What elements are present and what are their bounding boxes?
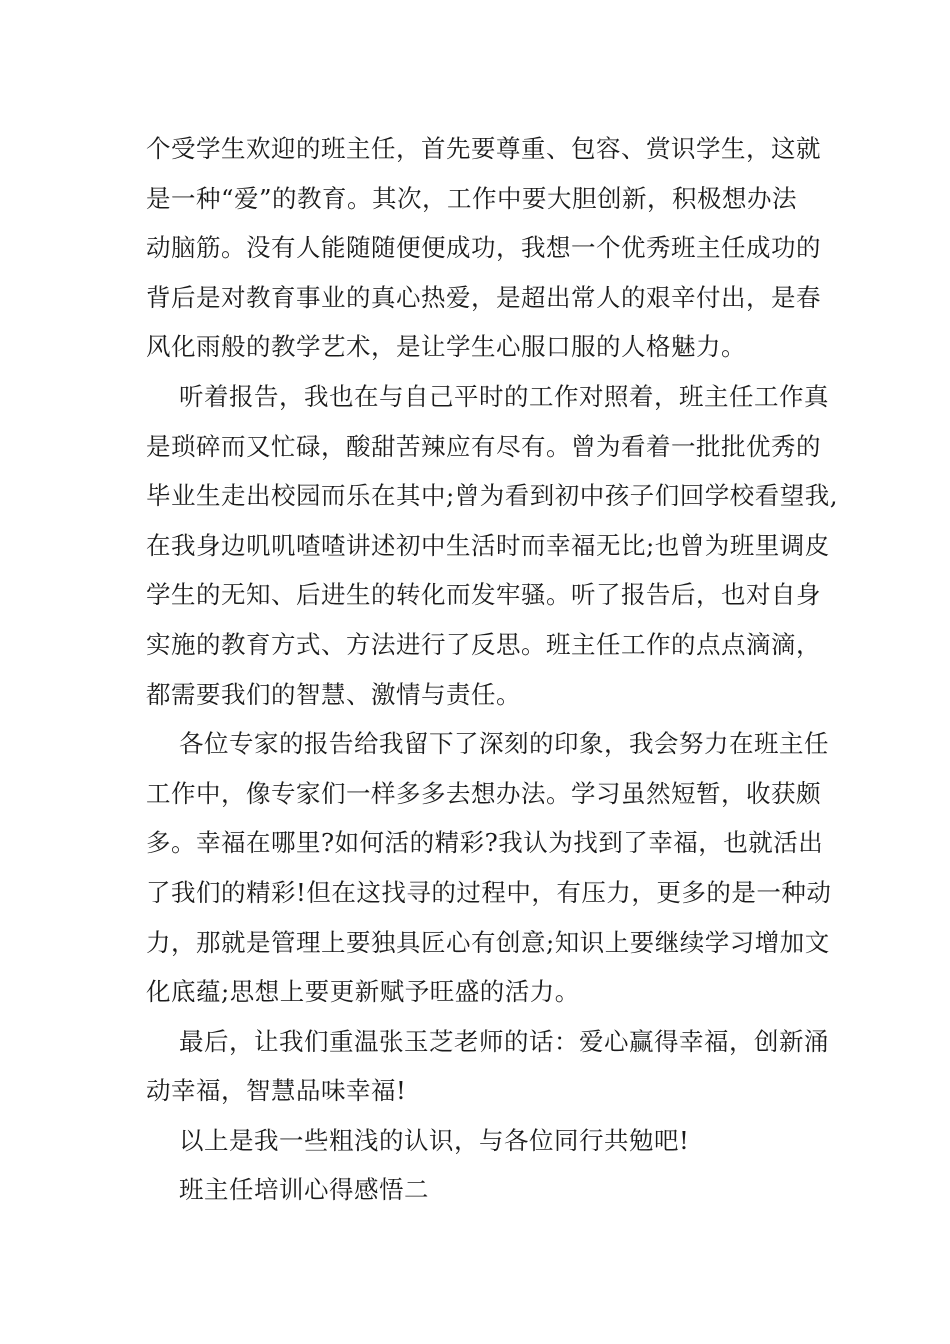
text-line: 工作中，像专家们一样多多去想办法。学习虽然短暂，收获颇 (146, 778, 821, 808)
text-line: 毕业生走出校园而乐在其中;曾为看到初中孩子们回学校看望我, (146, 481, 839, 511)
text-line: 班主任培训心得感悟二 (179, 1175, 429, 1205)
text-line: 听着报告，我也在与自己平时的工作对照着，班主任工作真 (179, 381, 829, 411)
text-line: 实施的教育方式、方法进行了反思。班主任工作的点点滴滴， (146, 629, 821, 659)
text-line: 各位专家的报告给我留下了深刻的印象，我会努力在班主任 (179, 729, 829, 759)
text-line: 都需要我们的智慧、激情与责任。 (146, 679, 521, 709)
document-body (146, 124, 839, 1215)
text-line: 以上是我一些粗浅的认识，与各位同行共勉吧! (179, 1125, 690, 1155)
text-line: 力，那就是管理上要独具匠心有创意;知识上要继续学习增加文 (146, 927, 830, 957)
text-line: 是琐碎而又忙碌，酸甜苦辣应有尽有。曾为看着一批批优秀的 (146, 431, 821, 461)
text-line: 是一种“爱”的教育。其次，工作中要大胆创新，积极想办法 (146, 183, 798, 213)
text-line: 学生的无知、后进生的转化而发牢骚。听了报告后，也对自身 (146, 580, 821, 610)
text-line: 个受学生欢迎的班主任，首先要尊重、包容、赏识学生，这就 (146, 134, 821, 163)
text-line: 多。幸福在哪里?如何活的精彩?我认为找到了幸福，也就活出 (146, 828, 824, 858)
text-line: 化底蕴;思想上要更新赋予旺盛的活力。 (146, 977, 580, 1007)
text-line: 最后，让我们重温张玉芝老师的话：爱心赢得幸福，创新涌 (179, 1026, 829, 1056)
text-line: 动脑筋。没有人能随随便便成功，我想一个优秀班主任成功的 (146, 233, 821, 263)
text-line: 背后是对教育事业的真心热爱，是超出常人的艰辛付出，是春 (146, 282, 821, 312)
text-line: 风化雨般的教学艺术，是让学生心服口服的人格魅力。 (146, 332, 746, 362)
text-line: 动幸福，智慧品味幸福! (146, 1076, 407, 1106)
text-line: 在我身边叽叽喳喳讲述初中生活时而幸福无比;也曾为班里调皮 (146, 530, 830, 560)
text-line: 了我们的精彩!但在这找寻的过程中，有压力，更多的是一种动 (146, 877, 832, 907)
